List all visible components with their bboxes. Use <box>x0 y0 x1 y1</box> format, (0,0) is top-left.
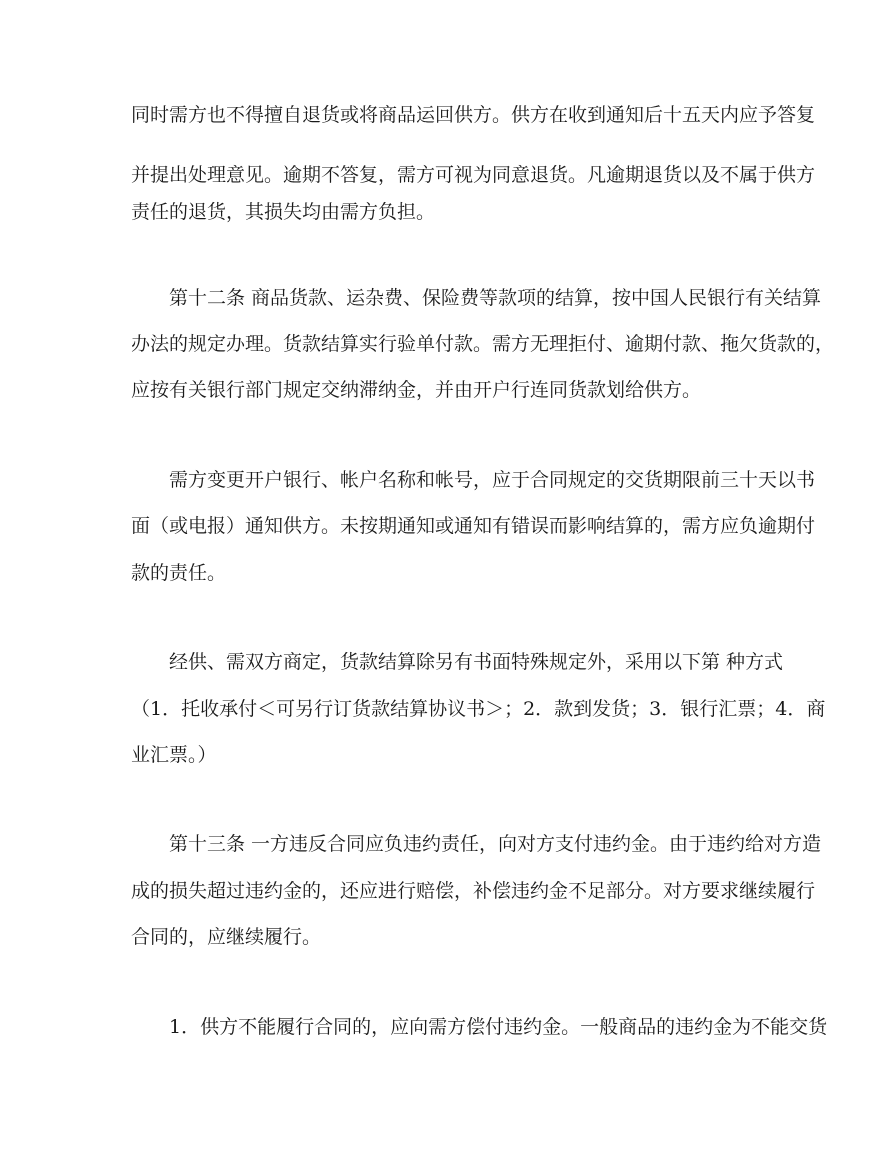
text-line: 经供、需双方商定，货款结算除另有书面特殊规定外，采用以下第 种方式 <box>131 651 784 673</box>
text-line: 成的损失超过违约金的，还应进行赔偿，补偿违约金不足部分。对方要求继续履行 <box>131 880 816 902</box>
text-line: （1．托收承付＜可另行订货款结算协议书＞；2．款到发货；3．银行汇票；4．商 <box>131 698 826 720</box>
text-line: 业汇票。） <box>131 744 217 766</box>
text-line: 需方变更开户银行、帐户名称和帐号，应于合同规定的交货期限前三十天以书 <box>131 469 816 491</box>
text-line: 应按有关银行部门规定交纳滞纳金，并由开户行连同货款划给供方。 <box>131 379 702 401</box>
text-line: 并提出处理意见。逾期不答复，需方可视为同意退货。凡逾期退货以及不属于供方 <box>131 164 816 186</box>
text-line: 责任的退货，其损失均由需方负担。 <box>131 201 436 223</box>
text-line: 同时需方也不得擅自退货或将商品运回供方。供方在收到通知后十五天内应予答复 <box>131 104 816 126</box>
text-line: 款的责任。 <box>131 562 227 584</box>
text-line: 第十二条 商品货款、运杂费、保险费等款项的结算，按中国人民银行有关结算 <box>131 287 822 309</box>
text-line: 1．供方不能履行合同的，应向需方偿付违约金。一般商品的违约金为不能交货 <box>131 1016 828 1038</box>
text-line: 第十三条 一方违反合同应负违约责任，向对方支付违约金。由于违约给对方造 <box>131 833 822 855</box>
text-line: 办法的规定办理。货款结算实行验单付款。需方无理拒付、逾期付款、拖欠货款的， <box>131 333 835 355</box>
text-line: 面（或电报）通知供方。未按期通知或通知有错误而影响结算的，需方应负逾期付 <box>131 515 816 537</box>
text-line: 合同的，应继续履行。 <box>131 926 322 948</box>
